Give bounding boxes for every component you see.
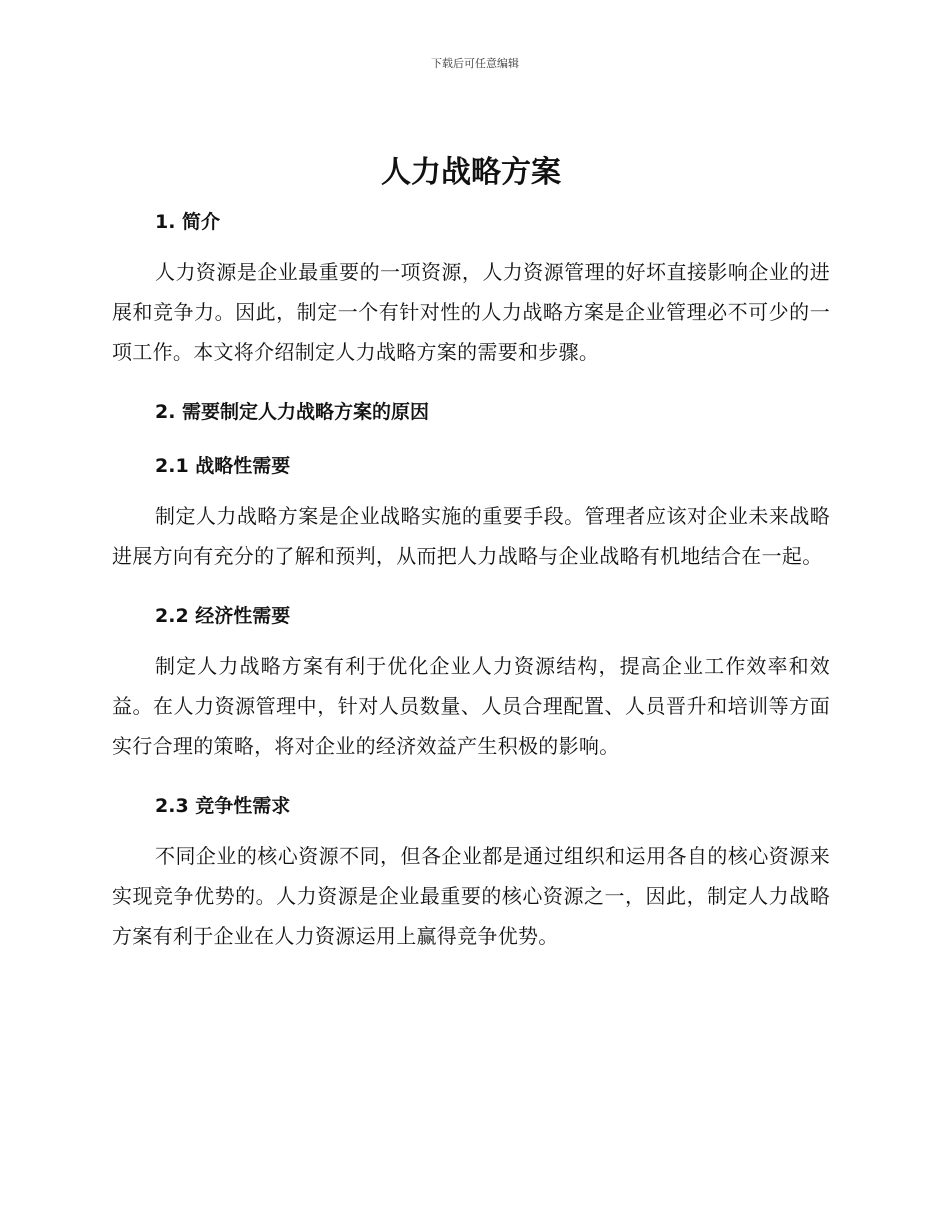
header-note: 下载后可任意编辑 xyxy=(431,57,519,70)
section-heading-reason: 2. 需要制定人力战略方案的原因 xyxy=(155,401,430,423)
section-heading-intro: 1. 简介 xyxy=(155,211,221,233)
section-paragraph-intro: 人力资源是企业最重要的一项资源，人力资源管理的好坏直接影响企业的进展和竞争力。因此，制定一个有针对性的人力战略方案是企业管理必不可少的一项工作。本文将介绍制定人力战略方案的需要和步骤。 xyxy=(112,260,830,364)
section-heading-strategic: 2.1 战略性需要 xyxy=(155,455,291,477)
section-heading-competitive: 2.3 竞争性需求 xyxy=(155,795,291,817)
document-title: 人力战略方案 xyxy=(381,155,561,190)
section-heading-economic: 2.2 经济性需要 xyxy=(155,605,291,627)
document-body xyxy=(112,150,830,956)
section-paragraph-competitive: 不同企业的核心资源不同，但各企业都是通过组织和运用各自的核心资源来实现竞争优势的。人力资源是企业最重要的核心资源之一，因此，制定人力战略方案有利于企业在人力资源运用上赢得竞争优势。 xyxy=(112,844,830,948)
section-paragraph-strategic: 制定人力战略方案是企业战略实施的重要手段。管理者应该对企业未来战略进展方向有充分的了解和预判，从而把人力战略与企业战略有机地结合在一起。 xyxy=(112,504,830,568)
section-paragraph-economic: 制定人力战略方案有利于优化企业人力资源结构，提高企业工作效率和效益。在人力资源管理中，针对人员数量、人员合理配置、人员晋升和培训等方面实行合理的策略，将对企业的经济效益产生积极的影响。 xyxy=(112,654,830,758)
